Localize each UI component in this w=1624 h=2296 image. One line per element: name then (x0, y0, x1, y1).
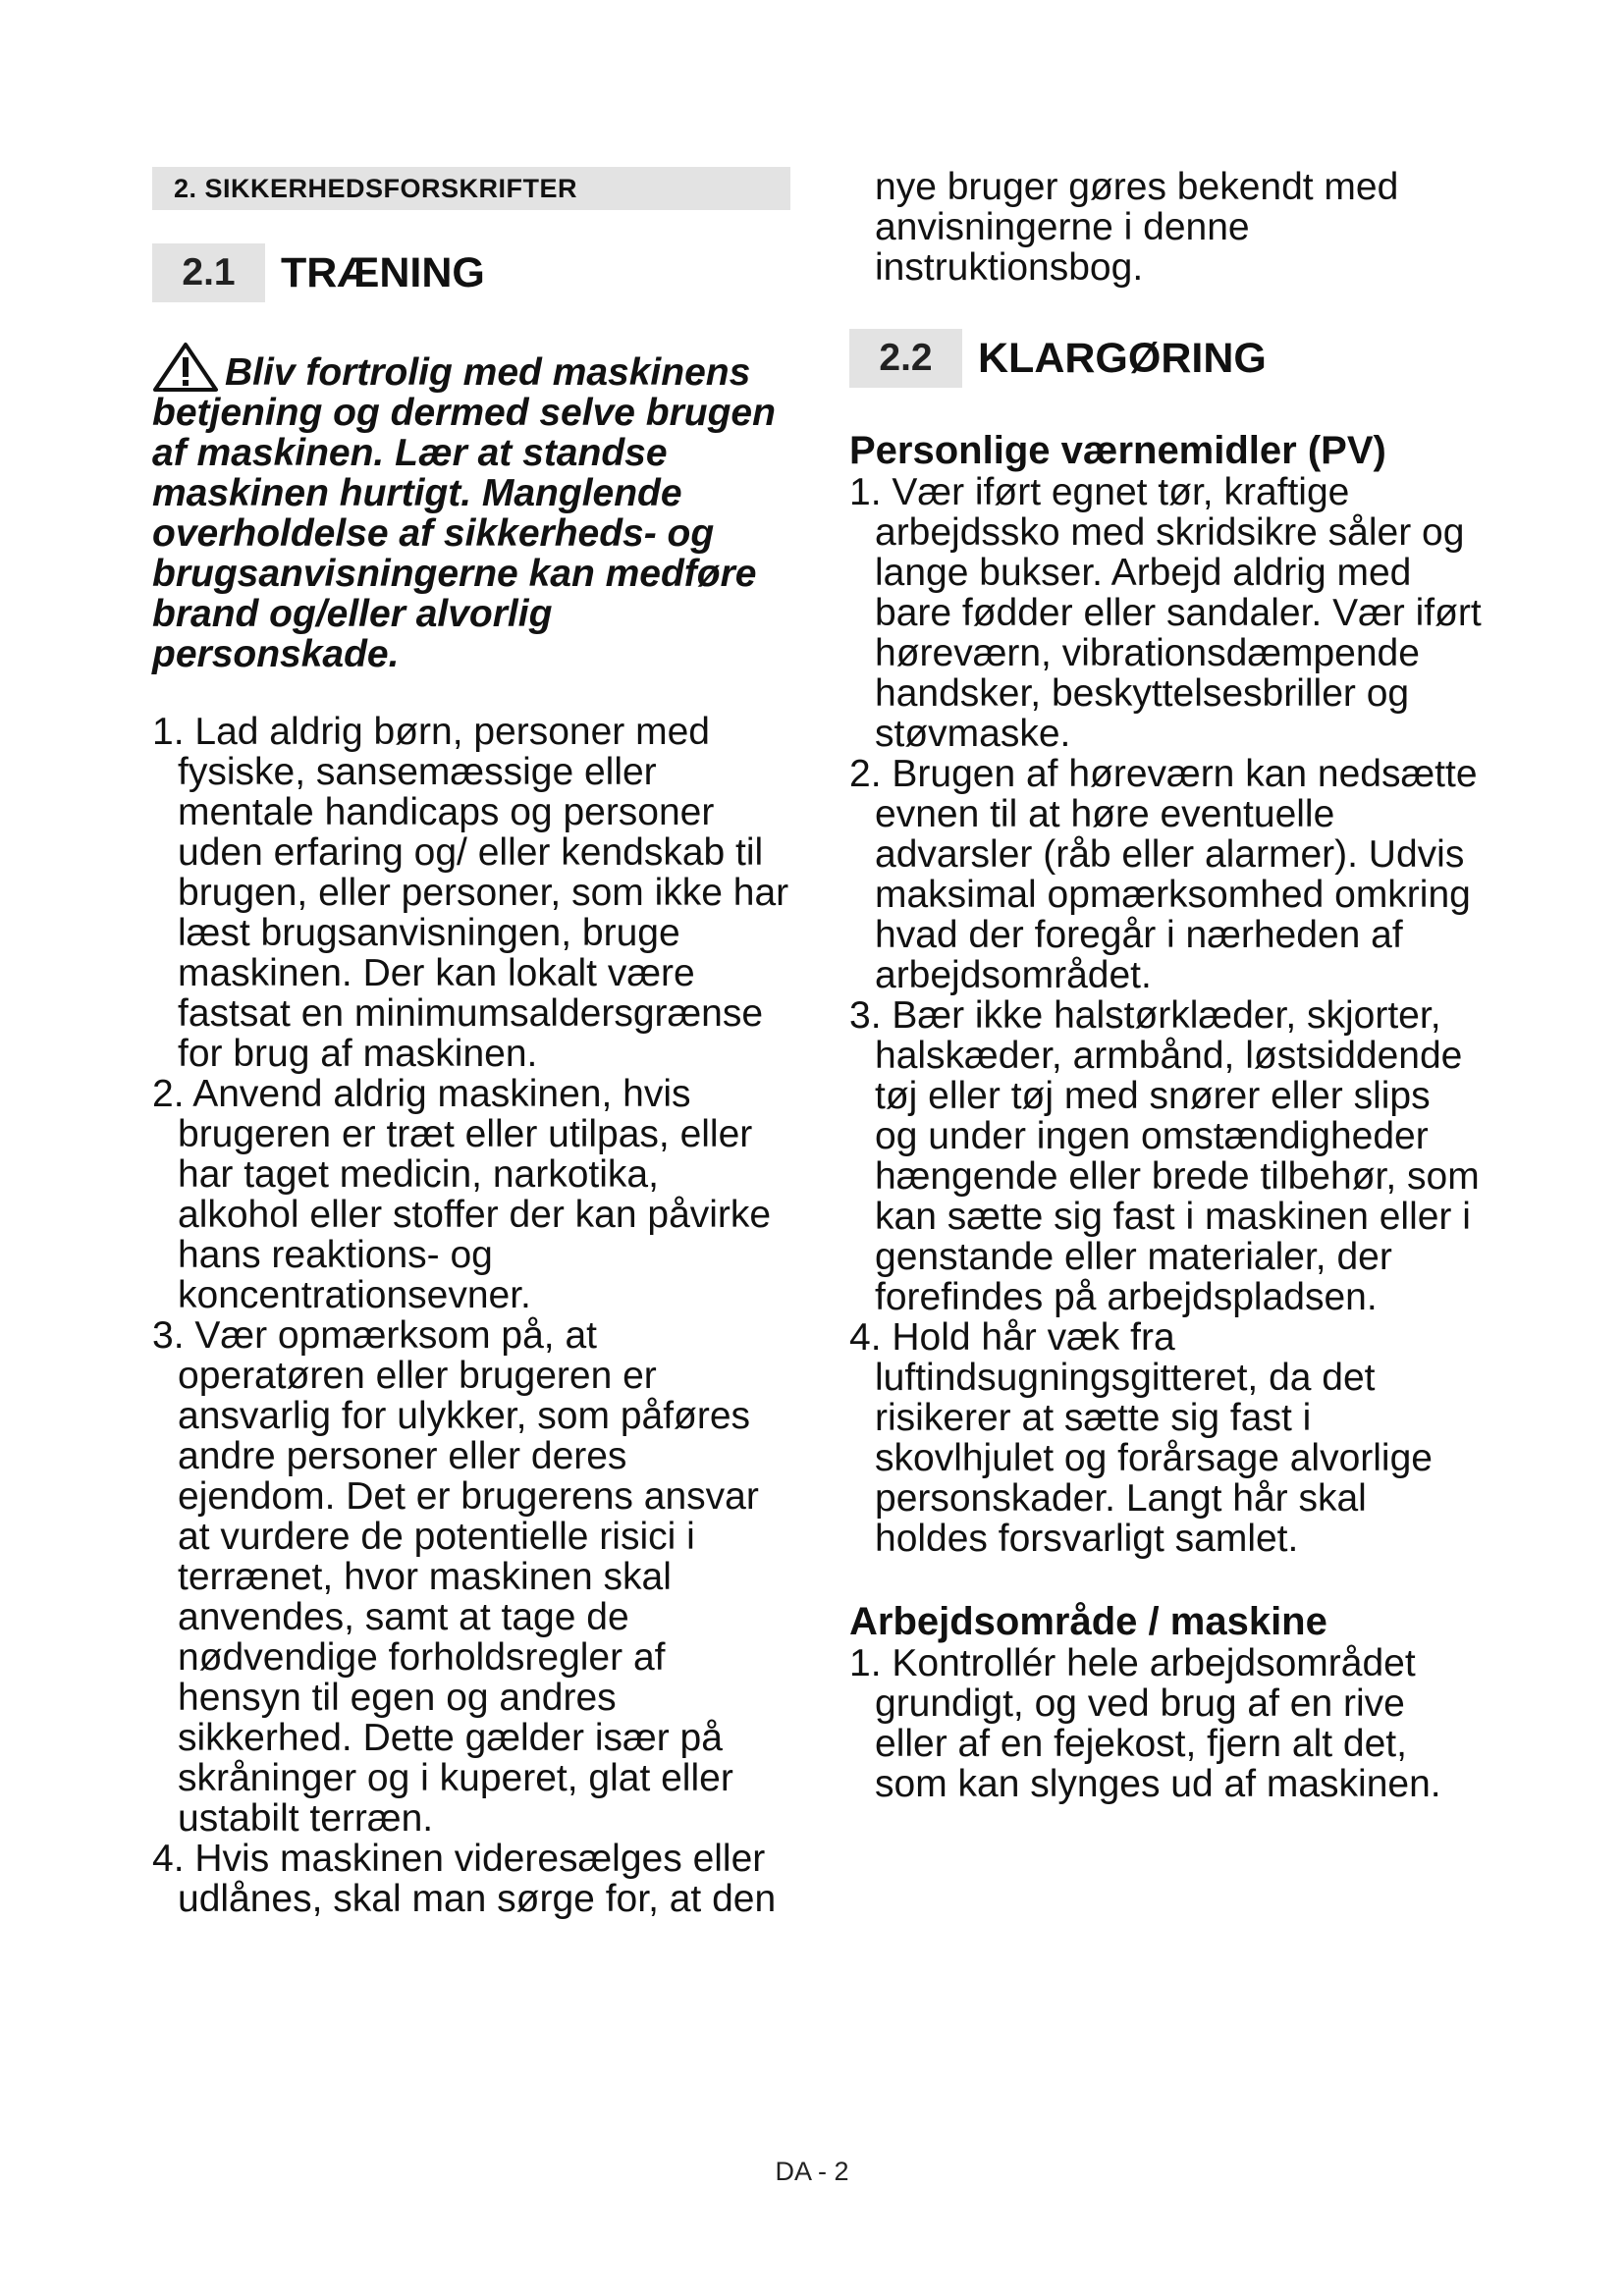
list-number: 4. (849, 1316, 882, 1359)
list-item (849, 1643, 1483, 1804)
list-text: Anvend aldrig maskinen, hvis brugeren er træt eller utilpas, eller har taget medicin, narkotika, alkohol eller stoffer der kan påvirke hans reaktions- og koncentrationsevner. (178, 1073, 772, 1316)
list-continuation: nye bruger gøres bekendt med anvisningerne i denne instruktionsbog. (875, 166, 1399, 289)
list-text: Bær ikke halstørklæder, skjorter, halskæder, armbånd, løstsiddende tøj eller tøj med snører eller slips og under ingen omstændigheder hængende eller brede tilbehør, som kan sætte sig fast i maskinen eller i genstande eller materialer, der forefindes på arbejdspladsen. (875, 994, 1480, 1318)
list-number: 3. (849, 994, 882, 1037)
list-item (152, 1074, 790, 1315)
work-area-list (849, 1643, 1483, 1804)
work-area-heading: Arbejdsområde / maskine (849, 1600, 1327, 1643)
list-item (849, 995, 1483, 1317)
list-number: 1. (849, 471, 882, 513)
subsection-title: TRÆNING (281, 248, 485, 296)
list-text: Hvis maskinen videresælges eller udlånes, skal man sørge for, at den (178, 1838, 777, 1920)
ppe-heading: Personlige værnemidler (PV) (849, 429, 1386, 472)
list-text: Lad aldrig børn, personer med fysiske, sansemæssige eller mentale handicaps og personer uden erfaring og/ eller kendskab til brugen, eller personer, som ikke har læst brugsanvisningen, bruge maskinen. Der kan lokalt være fastsat en minimumsaldersgrænse for brug af maskinen. (178, 711, 789, 1075)
list-text: Vær opmærksom på, at operatøren eller brugeren er ansvarlig for ulykker, som påføres andre personer eller deres ejendom. Det er brugerens ansvar at vurdere de potentielle risici i terrænet, hvor maskinen skal anvendes, samt at tage de nødvendige forholdsregler af hensyn til egen og andres sikkerhed. Dette gælder især på skråninger og i kuperet, glat eller ustabilt terræn. (178, 1314, 759, 1840)
training-list (152, 712, 790, 1919)
list-item (849, 754, 1483, 995)
list-text: Brugen af høreværn kan nedsætte evnen til at høre eventuelle advarsler (råb eller alarmer). Udvis maksimal opmærksomhed omkring hvad der foregår i nærheden af arbejdsområdet. (875, 753, 1478, 996)
subsection-heading-training (152, 243, 790, 302)
list-item (152, 1839, 790, 1919)
subsection-heading-preparation (849, 329, 1483, 388)
left-column (152, 167, 790, 1919)
list-number: 1. (849, 1642, 882, 1684)
list-item (152, 1315, 790, 1839)
right-column (849, 167, 1483, 1804)
subsection-number: 2.1 (152, 243, 265, 302)
list-text: Vær iført egnet tør, kraftige arbejdssko med skridsikre såler og lange bukser. Arbejd aldrig med bare fødder eller sandaler. Vær iført høreværn, vibrationsdæmpende handsker, beskyttelsesbriller og støvmaske. (875, 471, 1482, 755)
list-number: 2. (152, 1073, 185, 1115)
section-title: 2. SIKKERHEDSFORSKRIFTER (152, 167, 790, 210)
list-number: 2. (849, 753, 882, 795)
page-number: DA - 2 (775, 2157, 849, 2186)
list-item (849, 1317, 1483, 1559)
list-item (152, 712, 790, 1074)
warning-triangle-icon (152, 342, 219, 393)
subsection-number: 2.2 (849, 329, 962, 388)
warning-block (152, 342, 790, 674)
subsection-title: KLARGØRING (978, 334, 1267, 382)
list-number: 3. (152, 1314, 185, 1357)
ppe-list (849, 472, 1483, 1559)
warning-text: Bliv fortrolig med maskinens betjening og dermed selve brugen af maskinen. Lær at standse maskinen hurtigt. Manglende overholdelse af sikkerheds- og brugsanvisningerne kan medføre brand og/eller alvorlig personskade. (152, 351, 776, 675)
list-item (849, 472, 1483, 754)
list-text: Kontrollér hele arbejdsområdet grundigt, og ved brug af en rive eller af en fejekost, fjern alt det, som kan slynges ud af maskinen. (875, 1642, 1441, 1805)
list-number: 4. (152, 1838, 185, 1880)
list-text: Hold hår væk fra luftindsugningsgitteret, da det risikerer at sætte sig fast i skovlhjulet og forårsage alvorlige personskader. Langt hår skal holdes forsvarligt samlet. (875, 1316, 1433, 1560)
list-number: 1. (152, 711, 185, 753)
